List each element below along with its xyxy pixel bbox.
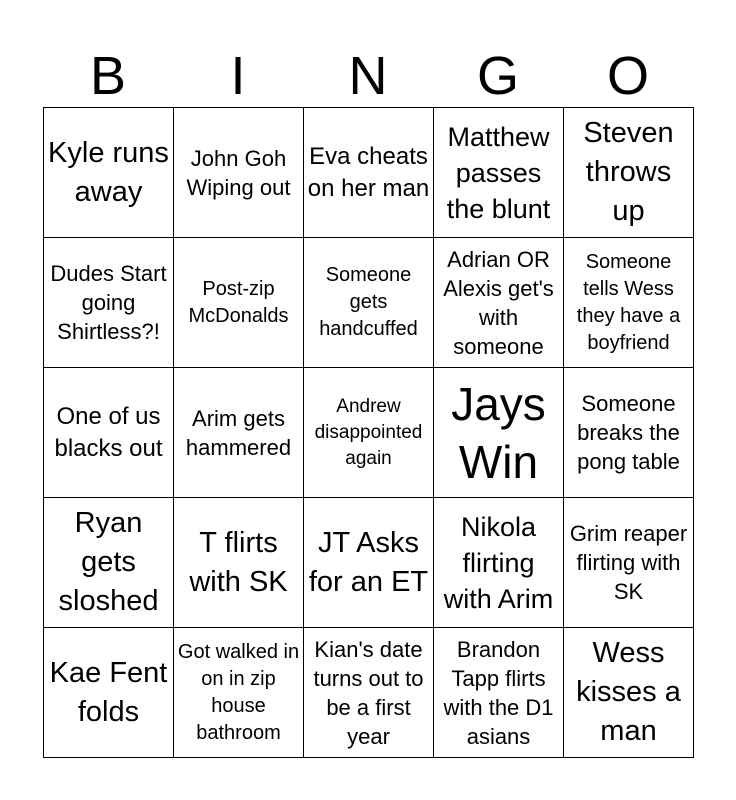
bingo-cell[interactable]: Adrian OR Alexis get's with someone: [434, 238, 564, 368]
bingo-cell[interactable]: Grim reaper flirting with SK: [564, 498, 694, 628]
bingo-cell[interactable]: Eva cheats on her man: [304, 108, 434, 238]
bingo-cell[interactable]: T flirts with SK: [174, 498, 304, 628]
bingo-row: [44, 108, 694, 238]
bingo-cell[interactable]: Someone gets handcuffed: [304, 238, 434, 368]
bingo-cell[interactable]: John Goh Wiping out: [174, 108, 304, 238]
bingo-cell[interactable]: Got walked in on in zip house bathroom: [174, 628, 304, 758]
bingo-cell[interactable]: Nikola flirting with Arim: [434, 498, 564, 628]
bingo-cell[interactable]: One of us blacks out: [44, 368, 174, 498]
bingo-cell[interactable]: Wess kisses a man: [564, 628, 694, 758]
bingo-cell[interactable]: Kian's date turns out to be a first year: [304, 628, 434, 758]
header-letter-g: G: [476, 46, 519, 106]
header-letter-o: O: [606, 46, 649, 106]
bingo-cell[interactable]: Post-zip McDonalds: [174, 238, 304, 368]
bingo-row: [44, 498, 694, 628]
bingo-cell[interactable]: Jays Win: [434, 368, 564, 498]
bingo-cell[interactable]: Andrew disappointed again: [304, 368, 434, 498]
header-letter-i: I: [230, 46, 246, 106]
bingo-cell[interactable]: Brandon Tapp flirts with the D1 asians: [434, 628, 564, 758]
bingo-card: [43, 107, 694, 758]
bingo-cell[interactable]: JT Asks for an ET: [304, 498, 434, 628]
bingo-row: [44, 238, 694, 368]
bingo-cell[interactable]: Arim gets hammered: [174, 368, 304, 498]
bingo-header: [43, 44, 693, 108]
bingo-cell[interactable]: Someone tells Wess they have a boyfriend: [564, 238, 694, 368]
bingo-row: [44, 368, 694, 498]
bingo-cell[interactable]: Kyle runs away: [44, 108, 174, 238]
header-letter-b: B: [89, 46, 127, 106]
bingo-cell[interactable]: Someone breaks the pong table: [564, 368, 694, 498]
bingo-cell[interactable]: Matthew passes the blunt: [434, 108, 564, 238]
bingo-cell[interactable]: Ryan gets sloshed: [44, 498, 174, 628]
bingo-cell[interactable]: Dudes Start going Shirtless?!: [44, 238, 174, 368]
header-letter-n: N: [348, 46, 388, 106]
bingo-cell[interactable]: Steven throws up: [564, 108, 694, 238]
bingo-cell[interactable]: Kae Fent folds: [44, 628, 174, 758]
bingo-row: [44, 628, 694, 758]
